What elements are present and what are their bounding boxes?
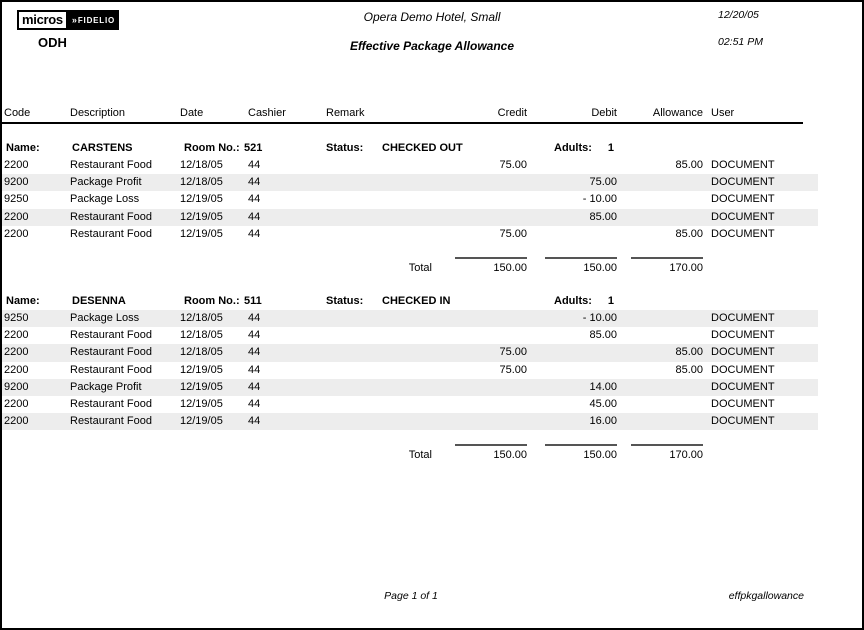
total-label: Total	[408, 261, 432, 274]
transaction-row	[2, 209, 818, 226]
cell-credit	[442, 413, 527, 430]
column-header-user: User	[711, 107, 735, 119]
cell-description: Restaurant Food	[70, 329, 152, 342]
cell-date: 12/18/05	[180, 346, 223, 359]
guest-group-header	[2, 293, 862, 310]
cell-user: DOCUMENT	[711, 176, 775, 189]
cell-remark	[324, 413, 442, 430]
cell-allowance	[617, 379, 703, 396]
total-credit: 150.00	[455, 257, 527, 274]
cell-allowance	[617, 396, 703, 413]
cell-description: Package Loss	[70, 193, 140, 206]
cell-allowance	[617, 191, 703, 208]
cell-debit: - 10.00	[582, 311, 617, 324]
cell-code: 9200	[4, 380, 29, 393]
cell-code: 2200	[4, 329, 29, 342]
cell-remark	[324, 191, 442, 208]
status-label: Status:	[326, 142, 364, 154]
cell-date: 12/18/05	[180, 176, 223, 189]
fidelio-logo-text: FIDELIO	[77, 15, 116, 25]
cell-user: DOCUMENT	[711, 159, 775, 171]
transaction-row	[2, 226, 818, 243]
cell-debit	[527, 157, 617, 174]
room-label: Room No.:	[184, 142, 240, 154]
column-headers-row	[2, 107, 803, 124]
spacer	[246, 444, 324, 464]
cell-code: 2200	[4, 210, 29, 223]
cell-allowance: 85.00	[675, 159, 703, 171]
group-total-row	[2, 442, 818, 464]
spacer	[2, 444, 68, 464]
cell-remark	[324, 362, 442, 379]
cell-cashier: 44	[248, 311, 261, 324]
property-code: ODH	[38, 35, 67, 50]
group-total-row	[2, 255, 818, 277]
room-number: 511	[244, 294, 262, 307]
column-header-debit: Debit	[591, 107, 617, 119]
cell-credit: 75.00	[499, 159, 527, 171]
cell-user: DOCUMENT	[711, 227, 775, 240]
print-date: 12/20/05	[718, 9, 759, 21]
micros-logo-text: micros	[17, 10, 68, 30]
cell-credit	[442, 310, 527, 327]
hotel-title: Opera Demo Hotel, Small	[363, 10, 501, 24]
cell-cashier: 44	[248, 363, 261, 376]
cell-code: 2200	[4, 159, 29, 171]
cell-date: 12/19/05	[180, 415, 223, 428]
cell-cashier: 44	[248, 346, 261, 359]
cell-user: DOCUMENT	[711, 329, 775, 342]
total-credit-cell	[442, 257, 527, 277]
column-header-allowance: Allowance	[652, 107, 703, 119]
guest-group-header	[2, 140, 862, 157]
cell-code: 9200	[4, 176, 29, 189]
cell-user: DOCUMENT	[711, 210, 775, 223]
total-allowance-cell	[617, 444, 703, 464]
cell-credit	[442, 174, 527, 191]
cell-cashier: 44	[248, 227, 261, 240]
cell-date: 12/19/05	[180, 380, 223, 393]
total-allowance: 170.00	[631, 257, 703, 274]
report-body	[2, 140, 862, 464]
cell-code: 9250	[4, 311, 29, 324]
room-number: 521	[244, 142, 263, 154]
cell-remark	[324, 396, 442, 413]
cell-credit	[442, 327, 527, 344]
cell-credit: 75.00	[499, 227, 527, 240]
column-header-description: Description	[70, 107, 126, 119]
cell-cashier: 44	[248, 380, 261, 393]
cell-credit	[442, 191, 527, 208]
cell-allowance	[617, 174, 703, 191]
transaction-row	[2, 174, 818, 191]
cell-remark	[324, 310, 442, 327]
cell-cashier: 44	[248, 397, 261, 410]
transaction-row	[2, 396, 818, 413]
transaction-row	[2, 310, 818, 327]
total-allowance-cell	[617, 257, 703, 277]
cell-debit: 85.00	[589, 210, 617, 223]
cell-allowance	[617, 209, 703, 226]
cell-cashier: 44	[248, 210, 261, 223]
cell-description: Package Profit	[70, 380, 142, 393]
cell-code: 2200	[4, 227, 29, 240]
cell-debit	[527, 226, 617, 243]
adults-label: Adults:	[554, 294, 592, 307]
transaction-row	[2, 362, 818, 379]
room-label: Room No.:	[184, 294, 240, 307]
cell-allowance: 85.00	[675, 346, 703, 359]
report-id: effpkgallowance	[728, 590, 804, 602]
status-value: CHECKED OUT	[382, 142, 463, 154]
cell-cashier: 44	[248, 176, 261, 189]
cell-allowance: 85.00	[675, 227, 703, 240]
spacer	[703, 257, 818, 277]
cell-remark	[324, 157, 442, 174]
cell-code: 2200	[4, 363, 29, 376]
cell-date: 12/19/05	[180, 397, 223, 410]
cell-code: 9250	[4, 193, 29, 206]
cell-code: 2200	[4, 346, 29, 359]
cell-user: DOCUMENT	[711, 380, 775, 393]
cell-description: Restaurant Food	[70, 346, 152, 359]
total-allowance: 170.00	[631, 444, 703, 461]
spacer	[68, 257, 178, 277]
cell-description: Restaurant Food	[70, 227, 152, 240]
total-label: Total	[408, 449, 432, 462]
print-time: 02:51 PM	[718, 36, 763, 48]
cell-description: Restaurant Food	[70, 415, 152, 428]
spacer	[68, 444, 178, 464]
spacer	[2, 257, 68, 277]
cell-cashier: 44	[248, 329, 261, 342]
total-debit: 150.00	[545, 257, 617, 274]
logo-arrow-icon: »	[71, 15, 77, 25]
cell-credit: 75.00	[499, 346, 527, 359]
cell-allowance: 85.00	[675, 363, 703, 376]
cell-remark	[324, 327, 442, 344]
cell-debit: 85.00	[589, 329, 617, 342]
cell-debit: 14.00	[589, 380, 617, 393]
column-header-date: Date	[180, 107, 204, 119]
total-credit: 150.00	[455, 444, 527, 461]
cell-date: 12/18/05	[180, 329, 223, 342]
adults-value: 1	[607, 142, 614, 154]
cell-debit	[527, 362, 617, 379]
column-header-code: Code	[4, 107, 31, 119]
transaction-row	[2, 191, 818, 208]
total-debit-cell	[527, 257, 617, 277]
report-subtitle: Effective Package Allowance	[349, 39, 515, 53]
cell-date: 12/19/05	[180, 363, 223, 376]
cell-date: 12/19/05	[180, 227, 223, 240]
cell-remark	[324, 209, 442, 226]
cell-description: Restaurant Food	[70, 159, 152, 171]
cell-date: 12/19/05	[180, 193, 223, 206]
cell-user: DOCUMENT	[711, 415, 775, 428]
adults-label: Adults:	[554, 142, 592, 154]
total-debit: 150.00	[545, 444, 617, 461]
cell-date: 12/19/05	[180, 210, 223, 223]
spacer	[246, 257, 324, 277]
guest-name: CARSTENS	[72, 142, 133, 154]
transaction-row	[2, 413, 818, 430]
spacer	[703, 444, 818, 464]
cell-code: 2200	[4, 397, 29, 410]
cell-user: DOCUMENT	[711, 346, 775, 359]
column-header-remark: Remark	[326, 107, 365, 119]
page-number: Page 1 of 1	[384, 590, 438, 602]
cell-user: DOCUMENT	[711, 311, 775, 324]
report-header	[2, 2, 862, 57]
spacer	[178, 257, 246, 277]
cell-allowance	[617, 413, 703, 430]
cell-credit	[442, 379, 527, 396]
cell-allowance	[617, 327, 703, 344]
cell-user: DOCUMENT	[711, 363, 775, 376]
transaction-row	[2, 157, 818, 174]
cell-credit: 75.00	[499, 363, 527, 376]
cell-allowance	[617, 310, 703, 327]
status-label: Status:	[326, 294, 364, 307]
cell-debit: 45.00	[589, 397, 617, 410]
cell-debit: - 10.00	[582, 193, 617, 206]
cell-user: DOCUMENT	[711, 397, 775, 410]
column-header-cashier: Cashier	[248, 107, 286, 119]
name-label: Name:	[6, 142, 40, 154]
cell-code: 2200	[4, 415, 29, 428]
guest-name: DESENNA	[72, 294, 126, 307]
total-credit-cell	[442, 444, 527, 464]
transaction-row	[2, 344, 818, 361]
cell-cashier: 44	[248, 415, 261, 428]
cell-credit	[442, 396, 527, 413]
cell-description: Package Profit	[70, 176, 142, 189]
spacer	[178, 444, 246, 464]
cell-cashier: 44	[248, 159, 261, 171]
cell-date: 12/18/05	[180, 311, 223, 324]
cell-debit	[527, 344, 617, 361]
cell-remark	[324, 344, 442, 361]
cell-description: Package Loss	[70, 311, 140, 324]
cell-debit: 16.00	[589, 415, 617, 428]
cell-debit: 75.00	[589, 176, 617, 189]
cell-remark	[324, 379, 442, 396]
transaction-row	[2, 327, 818, 344]
cell-description: Restaurant Food	[70, 210, 152, 223]
column-header-credit: Credit	[497, 107, 527, 119]
cell-credit	[442, 209, 527, 226]
transaction-row	[2, 379, 818, 396]
cell-remark	[324, 174, 442, 191]
cell-description: Restaurant Food	[70, 363, 152, 376]
cell-user: DOCUMENT	[711, 193, 775, 206]
name-label: Name:	[6, 294, 40, 307]
total-debit-cell	[527, 444, 617, 464]
status-value: CHECKED IN	[382, 294, 451, 307]
adults-value: 1	[607, 294, 614, 307]
cell-cashier: 44	[248, 193, 261, 206]
cell-remark	[324, 226, 442, 243]
cell-description: Restaurant Food	[70, 397, 152, 410]
cell-date: 12/18/05	[180, 159, 223, 171]
